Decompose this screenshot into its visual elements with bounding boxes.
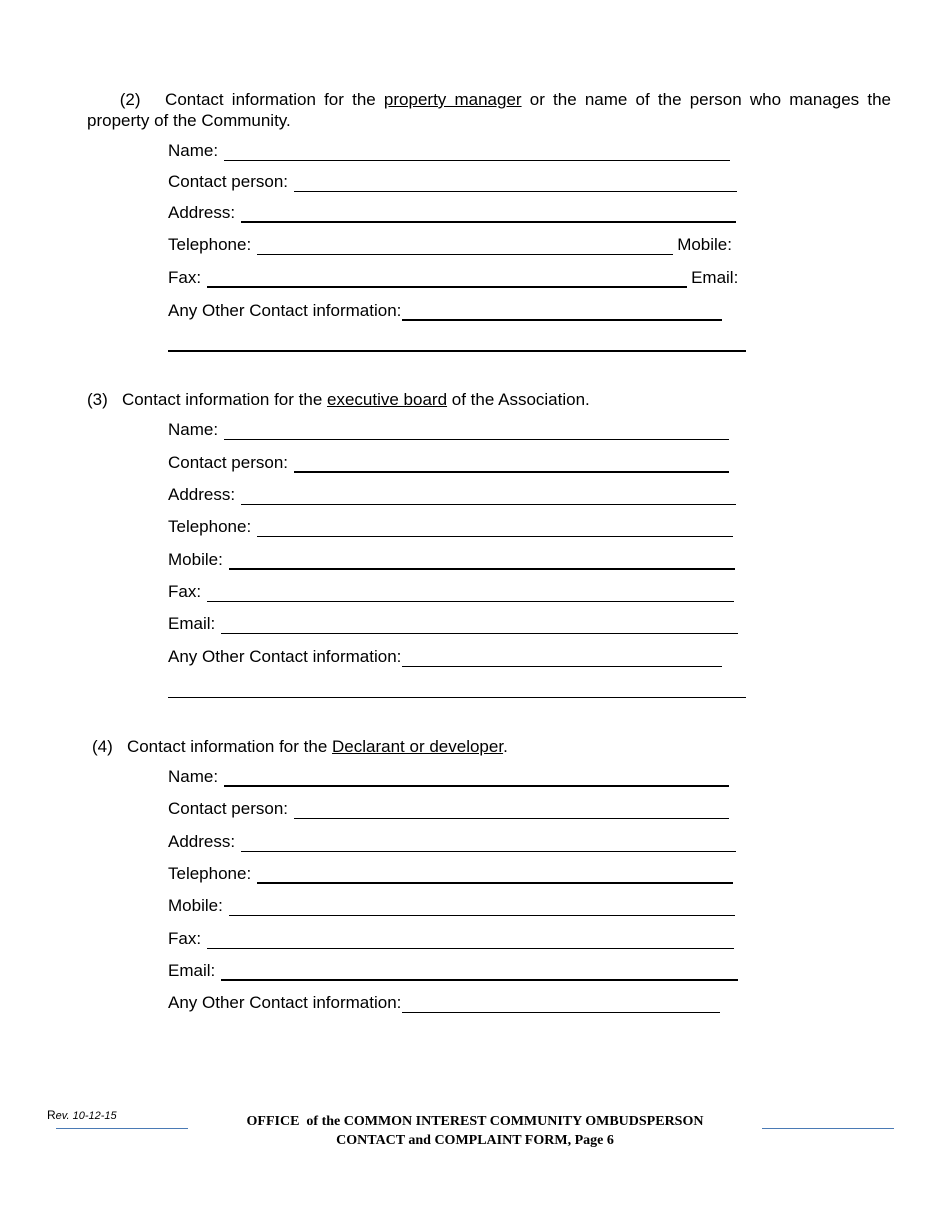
- s3-address-row: [168, 483, 736, 505]
- section4-text-after: .: [503, 737, 508, 756]
- s2-name-field[interactable]: [224, 144, 730, 161]
- section2-number: (2): [119, 90, 141, 109]
- footer-rule-left: [56, 1128, 188, 1129]
- s4-mobile-row: [168, 894, 735, 916]
- s3-email-row: [168, 612, 738, 634]
- s3-contact-person-field[interactable]: [294, 455, 729, 473]
- s3-email-label: Email:: [168, 614, 216, 633]
- s4-address-label: Address:: [168, 832, 236, 851]
- s3-fax-field[interactable]: [207, 585, 734, 602]
- s4-email-row: [168, 959, 738, 981]
- s3-name-label: Name:: [168, 420, 219, 439]
- section2-text-after: or the name of the person who manages the: [529, 90, 891, 109]
- footer-form-page: CONTACT and COMPLAINT FORM, Page 6: [336, 1133, 614, 1148]
- s2-telephone-field[interactable]: [257, 238, 673, 255]
- s2-contact-person-field[interactable]: [294, 175, 737, 192]
- s4-name-label: Name:: [168, 767, 219, 786]
- s3-telephone-field[interactable]: [257, 520, 733, 537]
- s2-fax-row: [168, 266, 738, 288]
- section4-number: (4): [92, 737, 113, 756]
- footer-office-name: OFFICE of the COMMON INTEREST COMMUNITY OMBUDSPERSON: [246, 1114, 704, 1129]
- s3-other-label: Any Other Contact information:: [168, 647, 402, 666]
- s4-fax-label: Fax:: [168, 929, 202, 948]
- s2-fax-field[interactable]: [207, 270, 687, 288]
- s4-email-label: Email:: [168, 961, 216, 980]
- s2-telephone-row: [168, 233, 732, 255]
- section2-property-manager-term: property manager: [383, 90, 522, 109]
- s2-email-label: Email:: [691, 268, 739, 287]
- s3-mobile-label: Mobile:: [168, 550, 223, 569]
- section4-intro: [92, 736, 896, 757]
- section3-text-before: Contact information for the: [121, 390, 323, 409]
- s4-mobile-label: Mobile:: [168, 896, 223, 915]
- s3-telephone-row: [168, 515, 733, 537]
- s2-other-field[interactable]: [402, 303, 722, 321]
- s3-contact-person-label: Contact person:: [168, 453, 289, 472]
- s4-fax-row: [168, 927, 734, 949]
- s2-other-field-line2[interactable]: [168, 350, 746, 352]
- s3-mobile-field[interactable]: [229, 552, 735, 570]
- s2-contact-person-label: Contact person:: [168, 172, 289, 191]
- s2-other-row: [168, 299, 722, 321]
- s3-name-field[interactable]: [224, 423, 729, 440]
- s4-name-field[interactable]: [224, 769, 729, 787]
- s4-other-row: [168, 991, 720, 1013]
- s2-other-label: Any Other Contact information:: [168, 301, 402, 320]
- s3-address-label: Address:: [168, 485, 236, 504]
- s4-other-field[interactable]: [402, 996, 720, 1013]
- s4-address-row: [168, 830, 736, 852]
- s3-contact-person-row: [168, 451, 729, 473]
- section3-number: (3): [87, 390, 108, 409]
- s3-fax-label: Fax:: [168, 582, 202, 601]
- revision-date: ev. 10-12-15: [55, 1110, 117, 1122]
- footer-rule-right: [762, 1128, 894, 1129]
- s2-address-label: Address:: [168, 203, 236, 222]
- section3-executive-board-term: executive board: [327, 390, 448, 409]
- s3-mobile-row: [168, 548, 735, 570]
- s2-contact-person-row: [168, 170, 737, 192]
- s3-email-field[interactable]: [221, 617, 738, 634]
- s4-email-field[interactable]: [221, 963, 738, 981]
- section3-text-after: of the Association.: [451, 390, 590, 409]
- revision-prefix: R: [47, 1108, 56, 1122]
- s4-contact-person-label: Contact person:: [168, 799, 289, 818]
- s4-other-label: Any Other Contact information:: [168, 993, 402, 1012]
- s4-fax-field[interactable]: [207, 932, 734, 949]
- revision-stamp: [47, 1108, 117, 1122]
- s2-address-row: [168, 201, 736, 223]
- s3-telephone-label: Telephone:: [168, 517, 252, 536]
- s3-fax-row: [168, 580, 734, 602]
- s2-fax-label: Fax:: [168, 268, 202, 287]
- section4-declarant-term: Declarant or developer: [332, 737, 504, 756]
- s4-telephone-label: Telephone:: [168, 864, 252, 883]
- section2-text-before: Contact information for the: [165, 90, 376, 109]
- section2-intro: [87, 89, 891, 110]
- section4-text-before: Contact information for the: [126, 737, 328, 756]
- s2-telephone-label: Telephone:: [168, 235, 252, 254]
- s3-other-row: [168, 645, 722, 667]
- s4-telephone-row: [168, 862, 733, 884]
- s3-other-field[interactable]: [402, 650, 722, 667]
- s3-name-row: [168, 418, 729, 440]
- s2-address-field[interactable]: [241, 205, 736, 223]
- s2-mobile-label: Mobile:: [677, 235, 732, 254]
- s2-name-label: Name:: [168, 141, 219, 160]
- s4-telephone-field[interactable]: [257, 866, 733, 884]
- section3-intro: [87, 389, 891, 410]
- s4-contact-person-field[interactable]: [294, 802, 729, 819]
- s2-name-row: [168, 139, 730, 161]
- section2-text-line2: property of the Community.: [87, 111, 291, 130]
- s4-name-row: [168, 765, 729, 787]
- s4-address-field[interactable]: [241, 835, 736, 852]
- s4-mobile-field[interactable]: [229, 899, 735, 916]
- footer-title: [200, 1112, 750, 1150]
- s4-contact-person-row: [168, 797, 729, 819]
- s3-other-field-line2[interactable]: [168, 697, 746, 698]
- s3-address-field[interactable]: [241, 488, 736, 505]
